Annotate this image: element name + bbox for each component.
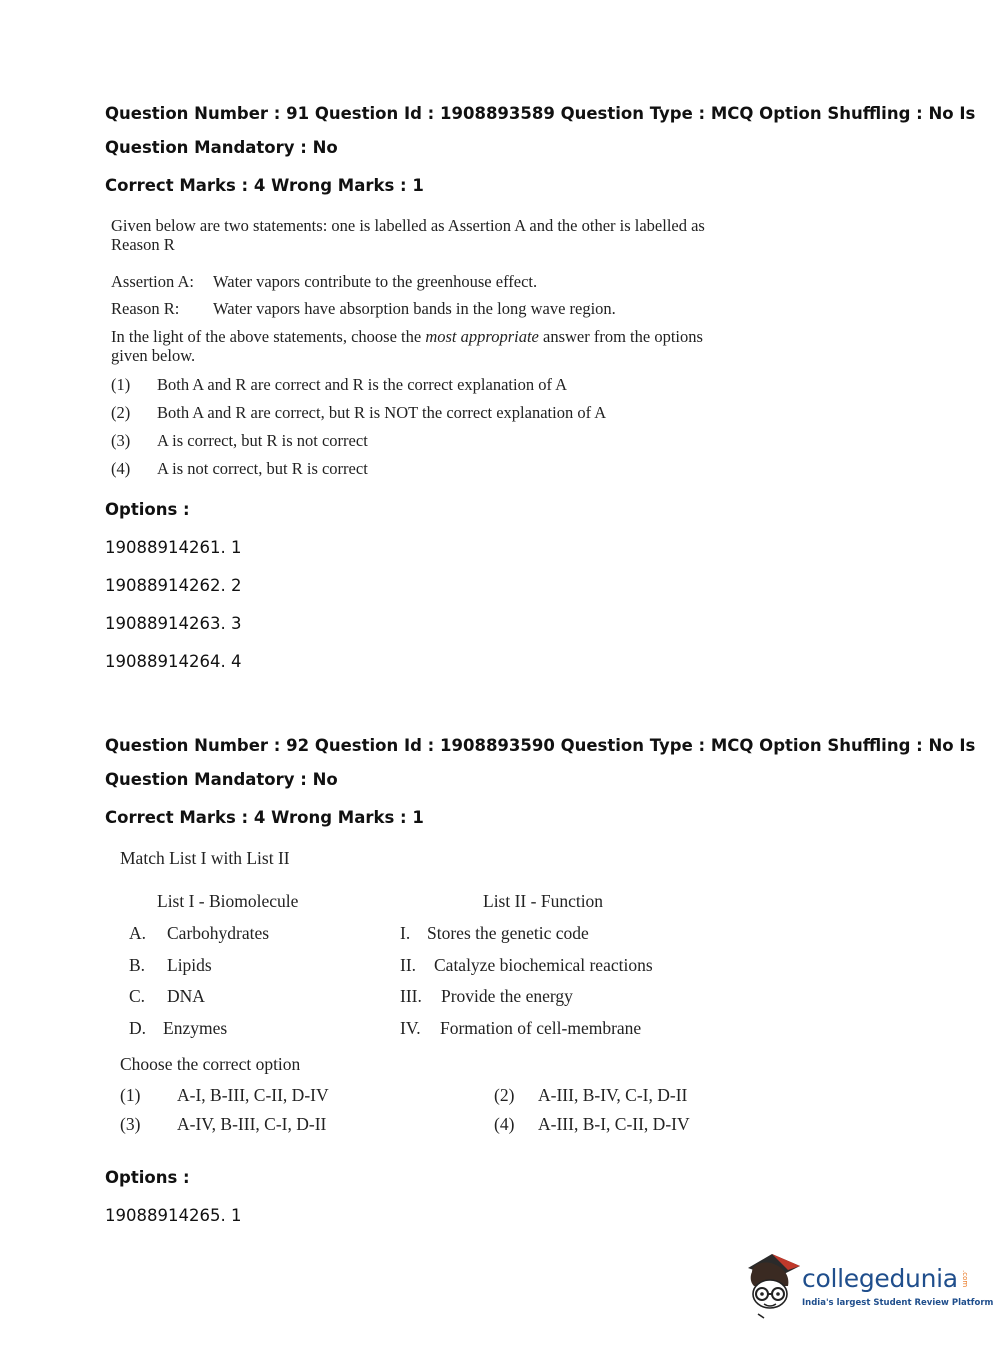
q92-options-heading: Options : xyxy=(105,1168,190,1187)
q92-list2-key: IV. xyxy=(400,1018,421,1038)
q92-choice-num: (1) xyxy=(120,1085,141,1105)
q91-option-item: 19088914264. 4 xyxy=(105,652,242,671)
q92-list1-heading: List I - Biomolecule xyxy=(157,891,299,911)
q91-assertion-text: Water vapors contribute to the greenhouse effect. xyxy=(213,272,538,291)
q91-marks: Correct Marks : 4 Wrong Marks : 1 xyxy=(105,176,424,195)
q91-meta-line2: Question Mandatory : No xyxy=(105,138,338,157)
q92-list2-heading: List II - Function xyxy=(483,891,604,911)
q92-meta-line1: Question Number : 92 Question Id : 1908893590 Question Type : MCQ Option Shuffling : No Is xyxy=(105,736,976,755)
q92-list1-item: DNA xyxy=(167,986,205,1006)
q92-list1-key: A. xyxy=(129,923,147,943)
logo-tagline: India's largest Student Review Platform xyxy=(802,1298,994,1308)
q92-list2-key: III. xyxy=(400,986,422,1006)
q92-marks: Correct Marks : 4 Wrong Marks : 1 xyxy=(105,808,424,827)
q91-instruction-line1: In the light of the above statements, choose the most appropriate answer from the options xyxy=(111,327,703,346)
q91-choice-text: Both A and R are correct, but R is NOT the correct explanation of A xyxy=(157,403,607,422)
q91-intro-line1: Given below are two statements: one is labelled as Assertion A and the other is labelled as xyxy=(111,216,705,235)
q92-list1-item: Enzymes xyxy=(163,1018,228,1038)
q92-list2-item: Stores the genetic code xyxy=(427,923,589,943)
collegedunia-logo xyxy=(742,1250,994,1320)
q91-option-item: 19088914261. 1 xyxy=(105,538,242,557)
q92-list1-key: C. xyxy=(129,986,146,1006)
q92-choice-text: A-I, B-III, C-II, D-IV xyxy=(177,1085,329,1105)
q91-choice-num: (3) xyxy=(111,431,131,450)
q92-option-item: 19088914265. 1 xyxy=(105,1206,242,1225)
q92-choice-text: A-III, B-I, C-II, D-IV xyxy=(538,1114,690,1134)
q92-list2-item: Formation of cell-membrane xyxy=(440,1018,642,1038)
q92-meta-line2: Question Mandatory : No xyxy=(105,770,338,789)
q91-assertion-label: Assertion A: xyxy=(111,272,194,291)
q91-instruction-line2: given below. xyxy=(111,346,196,365)
q92-list1-item: Carbohydrates xyxy=(167,923,270,943)
q92-choice-num: (2) xyxy=(494,1085,515,1105)
q91-choice-num: (4) xyxy=(111,459,131,478)
q91-choice-text: A is not correct, but R is correct xyxy=(157,459,368,478)
logo-wordmark: collegedunia xyxy=(802,1264,958,1293)
q91-choice-num: (1) xyxy=(111,375,131,394)
q91-option-item: 19088914263. 3 xyxy=(105,614,242,633)
q92-list2-item: Provide the energy xyxy=(441,986,573,1006)
q92-choose-instruction: Choose the correct option xyxy=(120,1054,301,1074)
q91-choice-num: (2) xyxy=(111,403,131,422)
q91-choice-text: A is correct, but R is not correct xyxy=(157,431,368,450)
q92-choice-text: A-IV, B-III, C-I, D-II xyxy=(177,1114,327,1134)
q91-options-heading: Options : xyxy=(105,500,190,519)
q92-list2-item: Catalyze biochemical reactions xyxy=(434,955,653,975)
logo-suffix: .com xyxy=(961,1270,969,1288)
q92-list2-key: II. xyxy=(400,955,417,975)
q91-meta-line1: Question Number : 91 Question Id : 1908893589 Question Type : MCQ Option Shuffling : No Is xyxy=(105,104,976,123)
q91-choice-text: Both A and R are correct and R is the correct explanation of A xyxy=(157,375,568,394)
q91-reason-text: Water vapors have absorption bands in the long wave region. xyxy=(213,299,616,318)
q91-reason-label: Reason R: xyxy=(111,299,180,318)
q92-choice-num: (3) xyxy=(120,1114,141,1134)
q91-intro-line2: Reason R xyxy=(111,235,175,254)
q92-intro: Match List I with List II xyxy=(120,848,290,868)
q92-list2-key: I. xyxy=(400,923,411,943)
q92-choice-text: A-III, B-IV, C-I, D-II xyxy=(538,1085,688,1105)
q91-option-item: 19088914262. 2 xyxy=(105,576,242,595)
q92-choice-num: (4) xyxy=(494,1114,515,1134)
q92-list1-item: Lipids xyxy=(167,955,212,975)
q92-list1-key: B. xyxy=(129,955,146,975)
student-mascot-icon xyxy=(742,1250,804,1320)
q92-list1-key: D. xyxy=(129,1018,147,1038)
